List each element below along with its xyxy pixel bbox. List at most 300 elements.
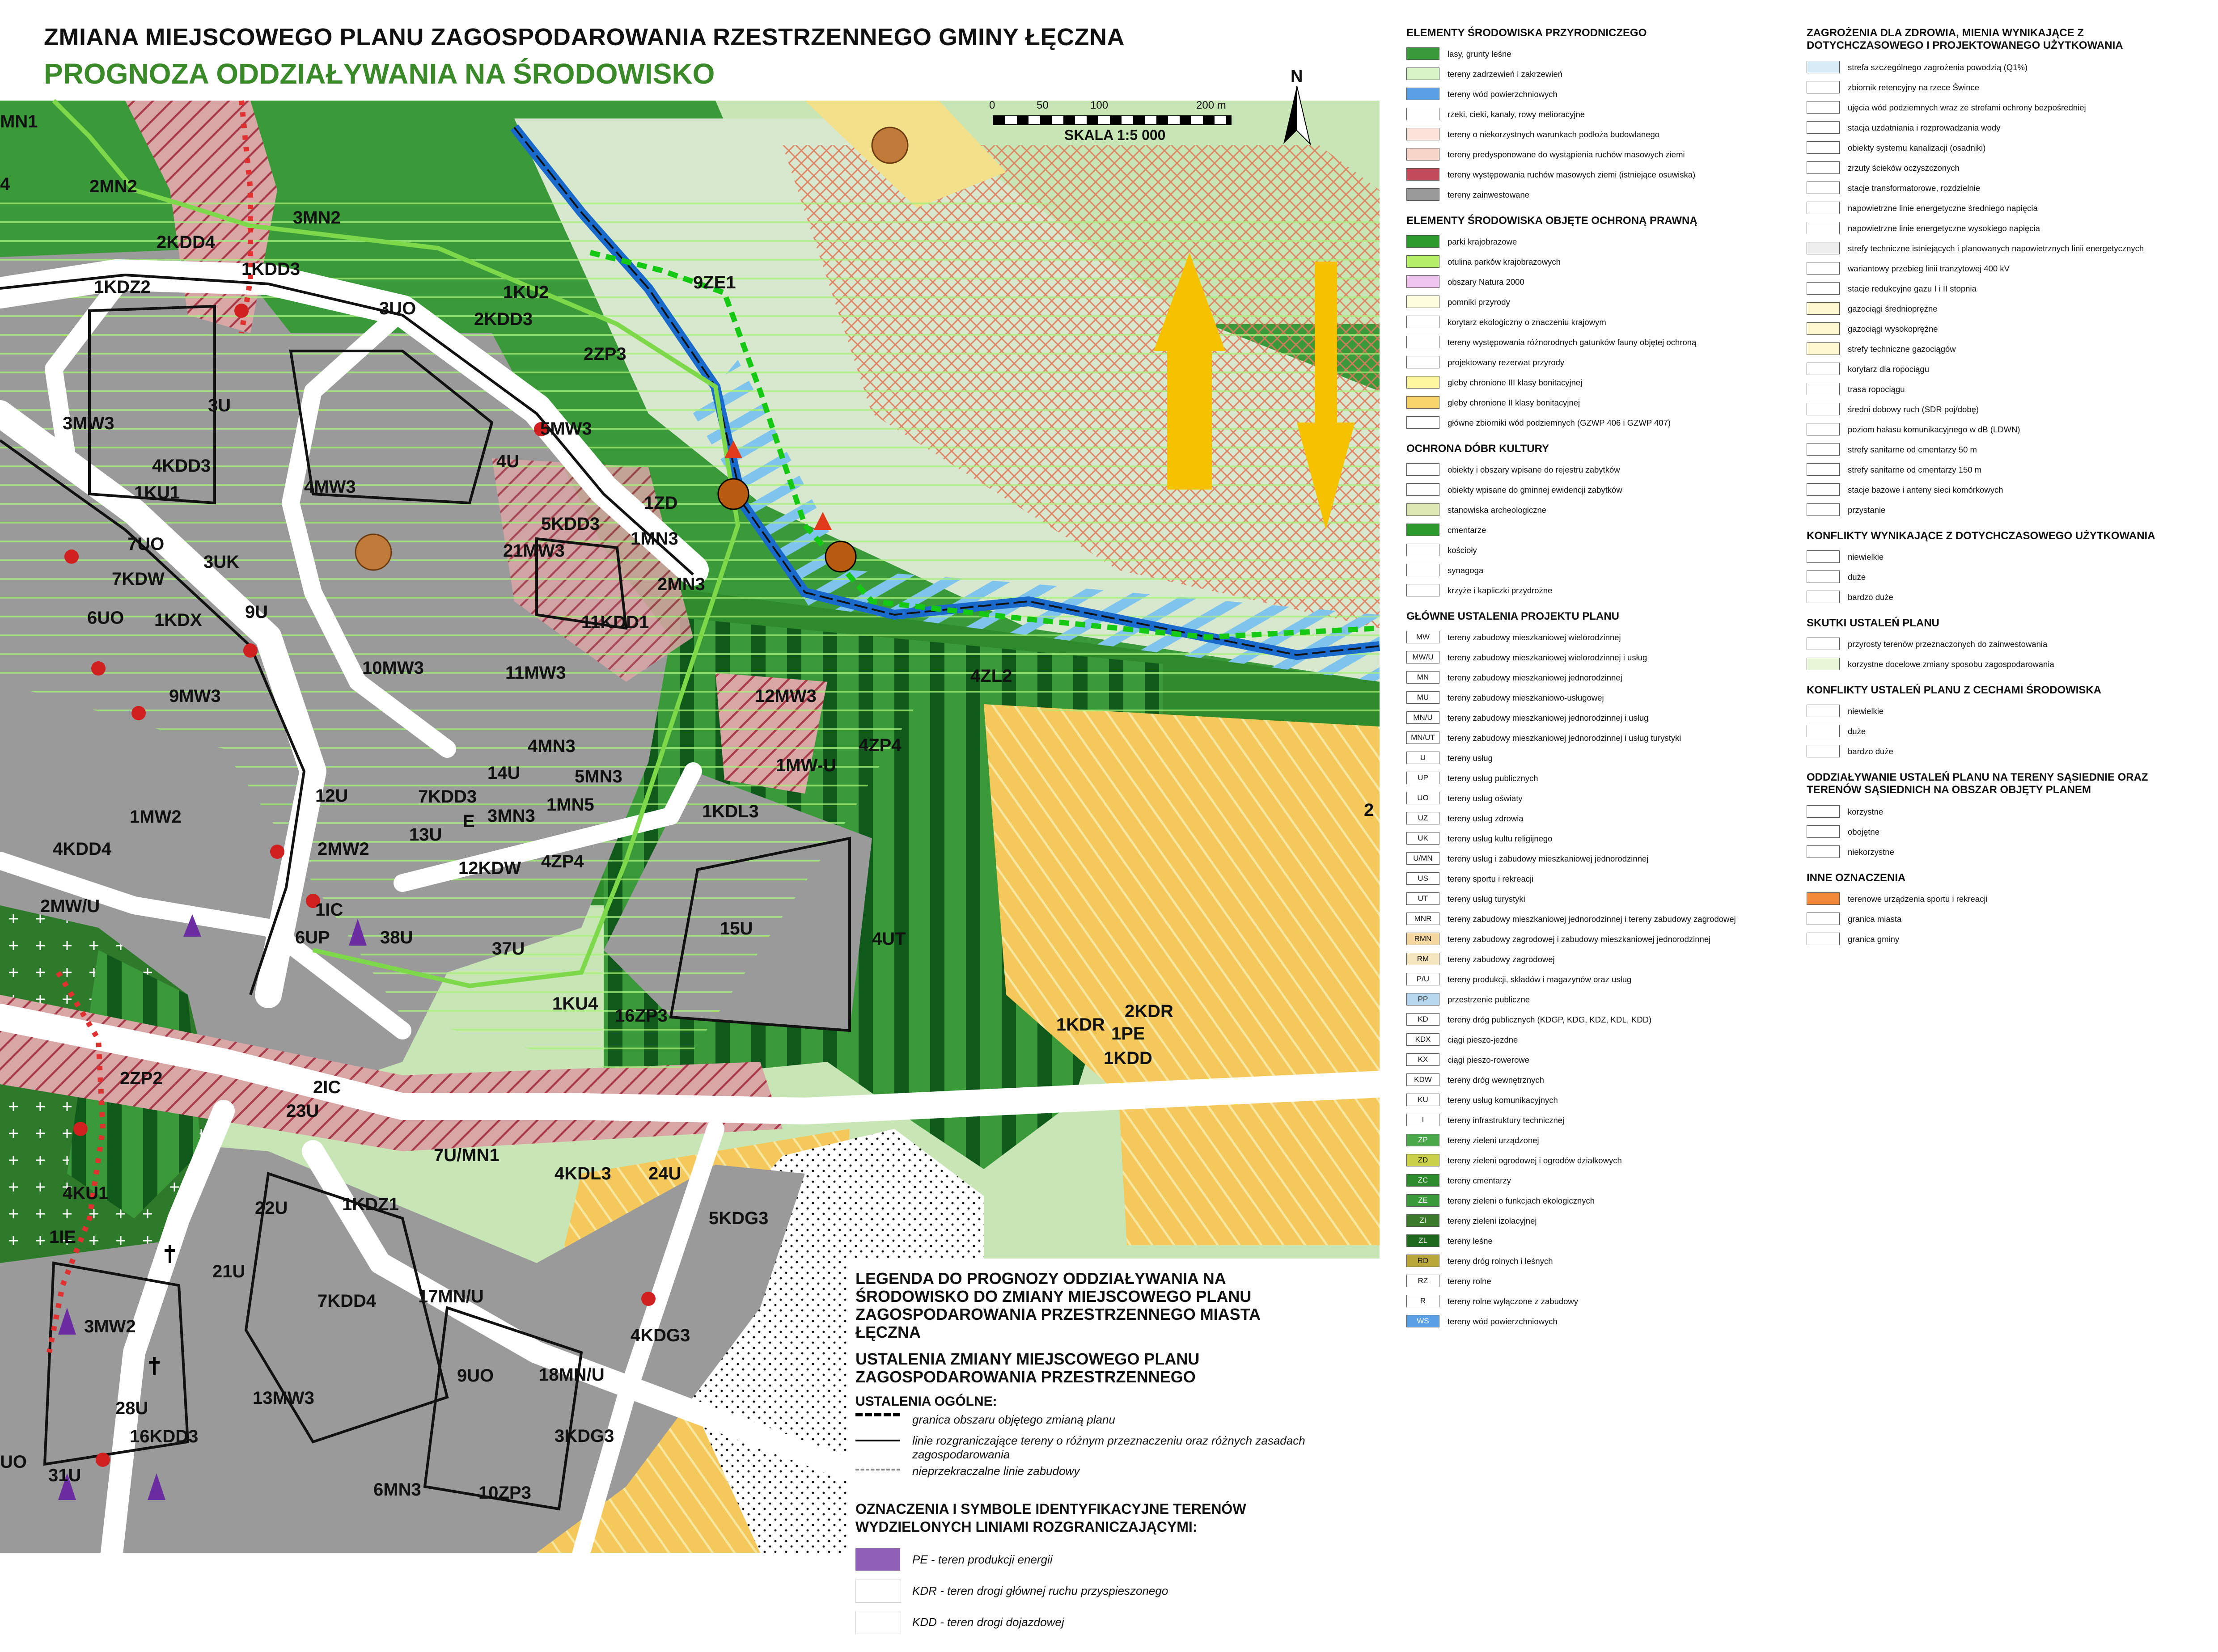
legend-swatch — [1807, 222, 1840, 234]
legend-label: stacje transformatorowe, rozdzielnie — [1848, 183, 1981, 193]
legend-swatch: ZP — [1406, 1134, 1439, 1146]
legend-swatch: RM — [1406, 953, 1439, 965]
legend-swatch: MU — [1406, 691, 1439, 704]
zone-label: 6UO — [87, 608, 124, 628]
zone-label: 28U — [115, 1398, 148, 1418]
legend-item — [1807, 461, 2200, 479]
legend-swatch — [1807, 302, 1840, 315]
zone-label: 13MW3 — [253, 1388, 314, 1408]
legend-item — [1807, 931, 2200, 949]
legend-item — [1406, 562, 1800, 580]
legend-swatch: KDX — [1406, 1033, 1439, 1046]
legend-item — [1406, 790, 1800, 808]
legend-item — [1406, 354, 1800, 372]
zone-label: 37U — [492, 939, 525, 959]
inset-item: granica obszaru objętego zmianą planu — [912, 1413, 1115, 1426]
legend-label: gazociągi wysokoprężne — [1848, 324, 1938, 334]
legend-item — [1807, 59, 2200, 77]
zone-label: 2ZP3 — [584, 344, 626, 364]
zone-label: 22U — [255, 1198, 288, 1218]
inset-general: USTALENIA OGÓLNE: — [855, 1394, 997, 1409]
legend-swatch — [1406, 584, 1439, 596]
legend-item — [1406, 1213, 1800, 1230]
kdr-swatch — [855, 1580, 901, 1603]
legend-item — [1406, 689, 1800, 707]
pe-swatch — [855, 1548, 900, 1571]
legend-item — [1807, 300, 2200, 318]
legend-item — [1406, 1011, 1800, 1029]
inset-symbol: KDD - teren drogi dojazdowej — [912, 1615, 1064, 1629]
legend-item — [1406, 314, 1800, 332]
legend-label: tereny predysponowane do wystąpienia ruchów masowych ziemi — [1448, 150, 1685, 159]
legend-swatch — [1406, 88, 1439, 100]
zone-label: 2MW/U — [40, 896, 100, 916]
map-canvas[interactable] — [0, 101, 1380, 1629]
legend-item — [1406, 46, 1800, 63]
zone-label: 7KDD4 — [317, 1291, 377, 1311]
legend-item — [1807, 99, 2200, 117]
legend-swatch — [1807, 202, 1840, 214]
legend-item — [1406, 502, 1800, 520]
legend-swatch — [1807, 61, 1840, 73]
legend-item — [1406, 66, 1800, 84]
legend-swatch — [1807, 570, 1840, 583]
legend-swatch — [1406, 376, 1439, 389]
legend-label: granica miasta — [1848, 914, 1902, 924]
legend-swatch — [1406, 524, 1439, 536]
legend-label: obiekty wpisane do gminnej ewidencji zabytków — [1448, 485, 1622, 494]
legend-label: obojętne — [1848, 827, 1879, 837]
legend-swatch: RMN — [1406, 933, 1439, 945]
legend-swatch — [1807, 161, 1840, 174]
zone-label: 5KDD3 — [541, 514, 600, 534]
legend-swatch: UP — [1406, 772, 1439, 784]
legend-label: niekorzystne — [1848, 847, 1894, 857]
zone-label: 4MN3 — [528, 736, 576, 756]
legend-label: stanowiska archeologiczne — [1448, 505, 1547, 515]
inset-symbol: KDR - teren drogi głównej ruchu przyspieszonego — [912, 1584, 1168, 1597]
legend-section-title: ODDZIAŁYWANIE USTALEŃ PLANU NA TERENY SĄSIEDNIE ORAZ TERENÓW SĄSIEDNICH NA OBSZAR OBJĘTY PLANEM — [1807, 771, 2148, 796]
legend-label: projektowany rezerwat przyrody — [1448, 358, 1565, 367]
legend-swatch: ZE — [1406, 1194, 1439, 1207]
north-arrow-icon — [1279, 86, 1315, 144]
legend-item — [1807, 569, 2200, 587]
legend-swatch — [1807, 913, 1840, 925]
legend-item — [1406, 649, 1800, 667]
legend-item — [1807, 723, 2200, 741]
legend-swatch: WS — [1406, 1315, 1439, 1327]
legend-label: tereny usług komunikacyjnych — [1448, 1095, 1558, 1105]
legend-swatch: RZ — [1406, 1275, 1439, 1287]
legend-item — [1807, 280, 2200, 298]
legend-swatch: ZI — [1406, 1214, 1439, 1227]
legend-item — [1406, 1192, 1800, 1210]
legend-swatch — [1807, 845, 1840, 858]
legend-swatch: KDW — [1406, 1073, 1439, 1086]
legend-swatch — [1406, 483, 1439, 496]
legend-swatch — [1406, 68, 1439, 80]
legend-label: korzystne — [1848, 807, 1884, 816]
legend-label: tereny zieleni urządzonej — [1448, 1136, 1539, 1145]
zone-label: 4KDG3 — [631, 1326, 690, 1345]
legend-label: gleby chronione III klasy bonitacyjnej — [1448, 378, 1583, 387]
legend-item — [1807, 441, 2200, 459]
zone-label: 1KDR — [1056, 1015, 1105, 1035]
legend-label: bardzo duże — [1848, 592, 1893, 602]
zone-label: 9ZE1 — [693, 273, 736, 292]
legend-label: tereny zabudowy mieszkaniowej jednorodzinnej i tereny zabudowy zagrodowej — [1448, 914, 1736, 924]
legend-label: krzyże i kapliczki przydrożne — [1448, 586, 1553, 595]
legend-item — [1406, 542, 1800, 560]
legend-swatch: ZL — [1406, 1234, 1439, 1247]
legend-swatch — [1807, 262, 1840, 275]
legend-swatch — [1807, 242, 1840, 254]
legend-swatch — [1807, 892, 1840, 905]
legend-label: duże — [1848, 727, 1866, 736]
legend-label: parki krajobrazowe — [1448, 237, 1517, 246]
zone-label: 2KDD3 — [474, 309, 533, 329]
zone-label: 15U — [720, 919, 753, 938]
legend-item — [1406, 374, 1800, 392]
legend-item — [1406, 1313, 1800, 1331]
legend-swatch — [1807, 101, 1840, 114]
zone-label: 4MW3 — [304, 477, 356, 497]
legend-item — [1807, 139, 2200, 157]
legend-item — [1406, 1293, 1800, 1311]
legend-section-title: INNE OZNACZENIA — [1807, 872, 1906, 884]
legend-item — [1406, 991, 1800, 1009]
legend-swatch — [1406, 564, 1439, 576]
legend-label: tereny zabudowy mieszkaniowej wielorodzinnej — [1448, 633, 1621, 642]
building-line-swatch — [855, 1469, 900, 1471]
legend-item — [1807, 401, 2200, 419]
legend-swatch — [1807, 282, 1840, 295]
legend-swatch — [1406, 255, 1439, 268]
legend-item — [1406, 1031, 1800, 1049]
zone-label: 21U — [212, 1262, 246, 1281]
legend-label: obiekty systemu kanalizacji (osadniki) — [1848, 143, 1986, 152]
legend-item — [1406, 710, 1800, 727]
legend-swatch — [1807, 182, 1840, 194]
legend-swatch: U — [1406, 752, 1439, 764]
legend-label: trasa ropociągu — [1848, 384, 1905, 394]
legend-label: tereny o niekorzystnych warunkach podłoża budowlanego — [1448, 130, 1660, 139]
legend-label: bardzo duże — [1848, 747, 1893, 756]
zone-label: 1KDX — [154, 610, 202, 630]
zone-label: 12U — [315, 786, 348, 806]
legend-label: obiekty i obszary wpisane do rejestru zabytków — [1448, 465, 1620, 474]
zone-label: 38U — [380, 928, 413, 947]
legend-item — [1807, 482, 2200, 499]
legend-section-title: KONFLIKTY USTALEŃ PLANU Z CECHAMI ŚRODOWISKA — [1807, 684, 2102, 696]
legend-label: strefy sanitarne od cmentarzy 150 m — [1848, 465, 1982, 474]
zone-label: 1KDZ2 — [94, 277, 151, 297]
legend-item — [1406, 850, 1800, 868]
zone-label: 5KDG3 — [709, 1208, 769, 1228]
legend-left — [1406, 27, 1786, 1458]
legend-label: tereny dróg wewnętrznych — [1448, 1075, 1544, 1085]
zone-label: 17MN/U — [418, 1287, 484, 1306]
legend-swatch: UO — [1406, 792, 1439, 804]
zone-label: 12KDW — [458, 858, 521, 878]
zone-label: 3U — [208, 396, 231, 415]
north-label: N — [1291, 67, 1303, 86]
legend-label: strefa szczególnego zagrożenia powodzią (Q1%) — [1848, 63, 2028, 72]
legend-swatch: MW/U — [1406, 651, 1439, 663]
zone-label: 2MW2 — [317, 839, 369, 859]
legend-item — [1807, 361, 2200, 379]
zone-label: 3MN2 — [293, 208, 341, 228]
legend-swatch — [1807, 825, 1840, 838]
inset-item: linie rozgraniczające tereny o różnym przeznaczeniu oraz różnych zasadach zagospodarowania — [912, 1434, 1305, 1461]
legend-item — [1807, 549, 2200, 566]
scale-graphic — [993, 115, 1232, 125]
zone-label: 6MN3 — [373, 1480, 421, 1500]
legend-label: tereny zieleni izolacyjnej — [1448, 1216, 1537, 1225]
legend-label: synagoga — [1448, 566, 1484, 575]
zone-label: 1KDL3 — [702, 802, 759, 821]
legend-swatch — [1807, 725, 1840, 737]
legend-swatch — [1807, 805, 1840, 818]
legend-swatch: MW — [1406, 631, 1439, 643]
legend-label: korytarz ekologiczny o znaczeniu krajowym — [1448, 317, 1606, 327]
legend-swatch — [1807, 745, 1840, 757]
inset-item: nieprzekraczalne linie zabudowy — [912, 1464, 1080, 1478]
legend-item — [1807, 220, 2200, 238]
legend-label: tereny produkcji, składów i magazynów oraz usług — [1448, 975, 1632, 984]
legend-item — [1807, 381, 2200, 399]
kdd-swatch — [855, 1611, 901, 1634]
legend-label: kościoły — [1448, 545, 1477, 555]
legend-item — [1406, 1092, 1800, 1110]
legend-item — [1406, 770, 1800, 788]
legend-item — [1406, 461, 1800, 479]
inset-heading: LEGENDA DO PROGNOZY ODDZIAŁYWANIA NA ŚRODOWISKO DO ZMIANY MIEJSCOWEGO PLANU ZAGOSPODAROWANIA PRZESTRZENNEGO MIASTA ŁĘCZNA — [855, 1269, 1260, 1341]
scale-tick: 100 — [1090, 99, 1109, 111]
zone-label: 2KDR — [1125, 1001, 1173, 1021]
zone-label: 10ZP3 — [478, 1483, 531, 1503]
zone-label: 5MW3 — [540, 419, 592, 439]
legend-swatch: KD — [1406, 1013, 1439, 1026]
legend-item — [1406, 86, 1800, 104]
legend-item — [1807, 160, 2200, 177]
legend-label: gleby chronione II klasy bonitacyjnej — [1448, 398, 1580, 407]
zone-label: 5MN3 — [575, 767, 622, 786]
legend-label: strefy techniczne istniejących i planowanych napowietrznych linii energetycznych — [1848, 244, 2144, 253]
legend-item — [1406, 126, 1800, 144]
legend-item — [1406, 233, 1800, 251]
legend-label: niewielkie — [1848, 706, 1884, 716]
legend-label: strefy sanitarne od cmentarzy 50 m — [1848, 445, 1977, 454]
legend-label: tereny rolne wyłączone z zabudowy — [1448, 1297, 1579, 1306]
legend-label: stacje bazowe i anteny sieci komórkowych — [1848, 485, 2003, 494]
zone-label: UO — [0, 1452, 27, 1472]
legend-item — [1406, 582, 1800, 600]
legend-item — [1406, 931, 1800, 949]
legend-swatch — [1807, 658, 1840, 670]
inset-legend — [847, 1259, 1380, 1652]
zone-label: 2IC — [313, 1077, 341, 1097]
zone-label: 3UO — [379, 299, 416, 318]
legend-swatch: MNR — [1406, 913, 1439, 925]
legend-section-title: ELEMENTY ŚRODOWISKA PRZYRODNICZEGO — [1406, 27, 1647, 39]
legend-swatch — [1406, 416, 1439, 429]
scale-tick: 50 — [1037, 99, 1049, 111]
scale-bar — [988, 99, 1230, 148]
legend-swatch — [1807, 322, 1840, 335]
legend-item — [1807, 803, 2200, 821]
legend-label: przyrosty terenów przeznaczonych do zainwestowania — [1848, 639, 2048, 649]
legend-item — [1807, 341, 2200, 359]
legend-section-title: GŁÓWNE USTALENIA PROJEKTU PLANU — [1406, 610, 1620, 622]
legend-item — [1807, 636, 2200, 654]
legend-swatch: KU — [1406, 1094, 1439, 1106]
legend-label: tereny sportu i rekreacji — [1448, 874, 1534, 883]
legend-item — [1406, 522, 1800, 540]
legend-label: tereny dróg publicznych (KDGP, KDG, KDZ, KDL, KDD) — [1448, 1015, 1652, 1024]
legend-label: tereny rolne — [1448, 1276, 1491, 1286]
legend-swatch — [1807, 383, 1840, 395]
legend-item — [1807, 119, 2200, 137]
legend-label: przestrzenie publiczne — [1448, 995, 1530, 1004]
legend-label: ciągi pieszo-jezdne — [1448, 1035, 1518, 1044]
zone-label: 11MW3 — [505, 663, 566, 683]
legend-swatch: R — [1406, 1295, 1439, 1307]
legend-swatch — [1406, 235, 1439, 248]
zone-label: 1KDD3 — [241, 259, 301, 279]
legend-swatch — [1406, 47, 1439, 60]
legend-label: tereny usług turystyki — [1448, 894, 1525, 904]
legend-label: tereny zabudowy mieszkaniowej wielorodzinnej i usług — [1448, 653, 1647, 662]
legend-label: tereny usług oświaty — [1448, 794, 1523, 803]
legend-label: przystanie — [1848, 505, 1886, 515]
legend-swatch: U/MN — [1406, 852, 1439, 865]
zone-label: 24U — [648, 1164, 681, 1183]
zone-label: 1IC — [315, 900, 343, 920]
legend-label: tereny występowania różnorodnych gatunków fauny objętej ochroną — [1448, 338, 1697, 347]
zone-label: 1PE — [1111, 1024, 1145, 1044]
zone-label: 9MW3 — [169, 686, 221, 706]
legend-label: tereny zainwestowane — [1448, 190, 1530, 199]
legend-item — [1807, 421, 2200, 439]
legend-item — [1406, 334, 1800, 352]
legend-label: tereny zabudowy mieszkaniowej jednorodzinnej — [1448, 673, 1622, 682]
map-title: ZMIANA MIEJSCOWEGO PLANU ZAGOSPODAROWANIA RZESTRZENNEGO GMINY ŁĘCZNA — [44, 24, 1125, 51]
zone-label: 1IE — [49, 1227, 76, 1247]
legend-label: tereny usług i zabudowy mieszkaniowej jednorodzinnej — [1448, 854, 1649, 863]
legend-item — [1406, 1072, 1800, 1090]
legend-swatch: KX — [1406, 1053, 1439, 1066]
legend-label: tereny usług — [1448, 753, 1493, 763]
legend-swatch — [1807, 121, 1840, 134]
zone-label: 9U — [245, 602, 268, 622]
legend-label: napowietrzne linie energetyczne wysokiego napięcia — [1848, 224, 2040, 233]
map-subtitle: PROGNOZA ODDZIAŁYWANIA NA ŚRODOWISKO — [44, 58, 715, 90]
legend-item — [1406, 274, 1800, 292]
legend-label: tereny infrastruktury technicznej — [1448, 1115, 1565, 1125]
legend-swatch — [1807, 141, 1840, 154]
scale-tick: 0 — [989, 99, 995, 111]
legend-item — [1807, 200, 2200, 218]
zone-label: 3MW3 — [63, 414, 114, 433]
legend-item — [1406, 1112, 1800, 1130]
legend-label: obszary Natura 2000 — [1448, 277, 1524, 287]
zone-label: 2MN2 — [89, 177, 137, 196]
legend-swatch — [1807, 503, 1840, 516]
scale-tick: 200 m — [1196, 99, 1226, 111]
legend-swatch: UK — [1406, 832, 1439, 845]
zone-label: 4ZL2 — [970, 666, 1012, 686]
legend-swatch — [1406, 148, 1439, 161]
zone-label: 2ZP2 — [120, 1069, 163, 1088]
legend-label: stacje redukcyjne gazu I i II stopnia — [1848, 284, 1977, 293]
legend-swatch — [1406, 316, 1439, 328]
legend-item — [1807, 743, 2200, 761]
legend-swatch — [1406, 128, 1439, 140]
legend-swatch: ZD — [1406, 1154, 1439, 1166]
legend-label: otulina parków krajobrazowych — [1448, 257, 1561, 266]
legend-label: średni dobowy ruch (SDR poj/dobę) — [1848, 405, 1979, 414]
legend-swatch — [1807, 463, 1840, 476]
legend-label: tereny usług kultu religijnego — [1448, 834, 1553, 843]
legend-item — [1406, 1233, 1800, 1251]
legend-item — [1406, 951, 1800, 969]
legend-label: pomniki przyrody — [1448, 297, 1510, 307]
legend-item — [1406, 870, 1800, 888]
inset-symbol: PE - teren produkcji energii — [912, 1553, 1053, 1566]
legend-section-title: ELEMENTY ŚRODOWISKA OBJĘTE OCHRONĄ PRAWNĄ — [1406, 215, 1697, 227]
zone-label: 12MW3 — [755, 686, 817, 706]
zone-label: 1MW-U — [776, 756, 836, 775]
legend-item — [1406, 106, 1800, 124]
zone-label: 3MN3 — [487, 806, 535, 826]
legend-item — [1807, 240, 2200, 258]
legend-section-title: OCHRONA DÓBR KULTURY — [1406, 443, 1549, 455]
zone-label: 2MN3 — [657, 575, 705, 594]
legend-swatch — [1807, 423, 1840, 435]
zone-label: 7UO — [127, 534, 165, 554]
legend-swatch: UT — [1406, 892, 1439, 905]
legend-label: strefy techniczne gazociągów — [1848, 344, 1956, 354]
zone-label: 4U — [496, 452, 520, 471]
zone-label: 4UT — [872, 929, 906, 949]
legend-item — [1406, 810, 1800, 828]
legend-label: cmentarze — [1448, 525, 1486, 535]
legend-label: ujęcia wód podziemnych wraz ze strefami ochrony bezpośredniej — [1848, 103, 2086, 112]
legend-swatch — [1406, 188, 1439, 201]
legend-item — [1807, 844, 2200, 862]
legend-label: granica gminy — [1848, 934, 1900, 944]
legend-label: tereny cmentarzy — [1448, 1176, 1511, 1185]
legend-label: tereny wód powierzchniowych — [1448, 89, 1558, 99]
zone-label: 2 — [1364, 800, 1374, 820]
boundary-swatch — [855, 1413, 900, 1419]
zone-label: 7U/MN1 — [434, 1145, 499, 1165]
legend-swatch — [1807, 638, 1840, 650]
legend-swatch — [1807, 550, 1840, 563]
legend-swatch: MN — [1406, 671, 1439, 684]
legend-label: zrzuty ścieków oczyszczonych — [1848, 163, 1960, 173]
legend-item — [1807, 502, 2200, 520]
legend-swatch: ZC — [1406, 1174, 1439, 1187]
legend-item — [1406, 186, 1800, 204]
legend-swatch: MN/UT — [1406, 731, 1439, 744]
zone-label: 23U — [286, 1101, 319, 1121]
legend-item — [1406, 911, 1800, 929]
legend-label: tereny zieleni ogrodowej i ogrodów działkowych — [1448, 1156, 1622, 1165]
legend-item — [1807, 891, 2200, 908]
legend-item — [1406, 146, 1800, 164]
